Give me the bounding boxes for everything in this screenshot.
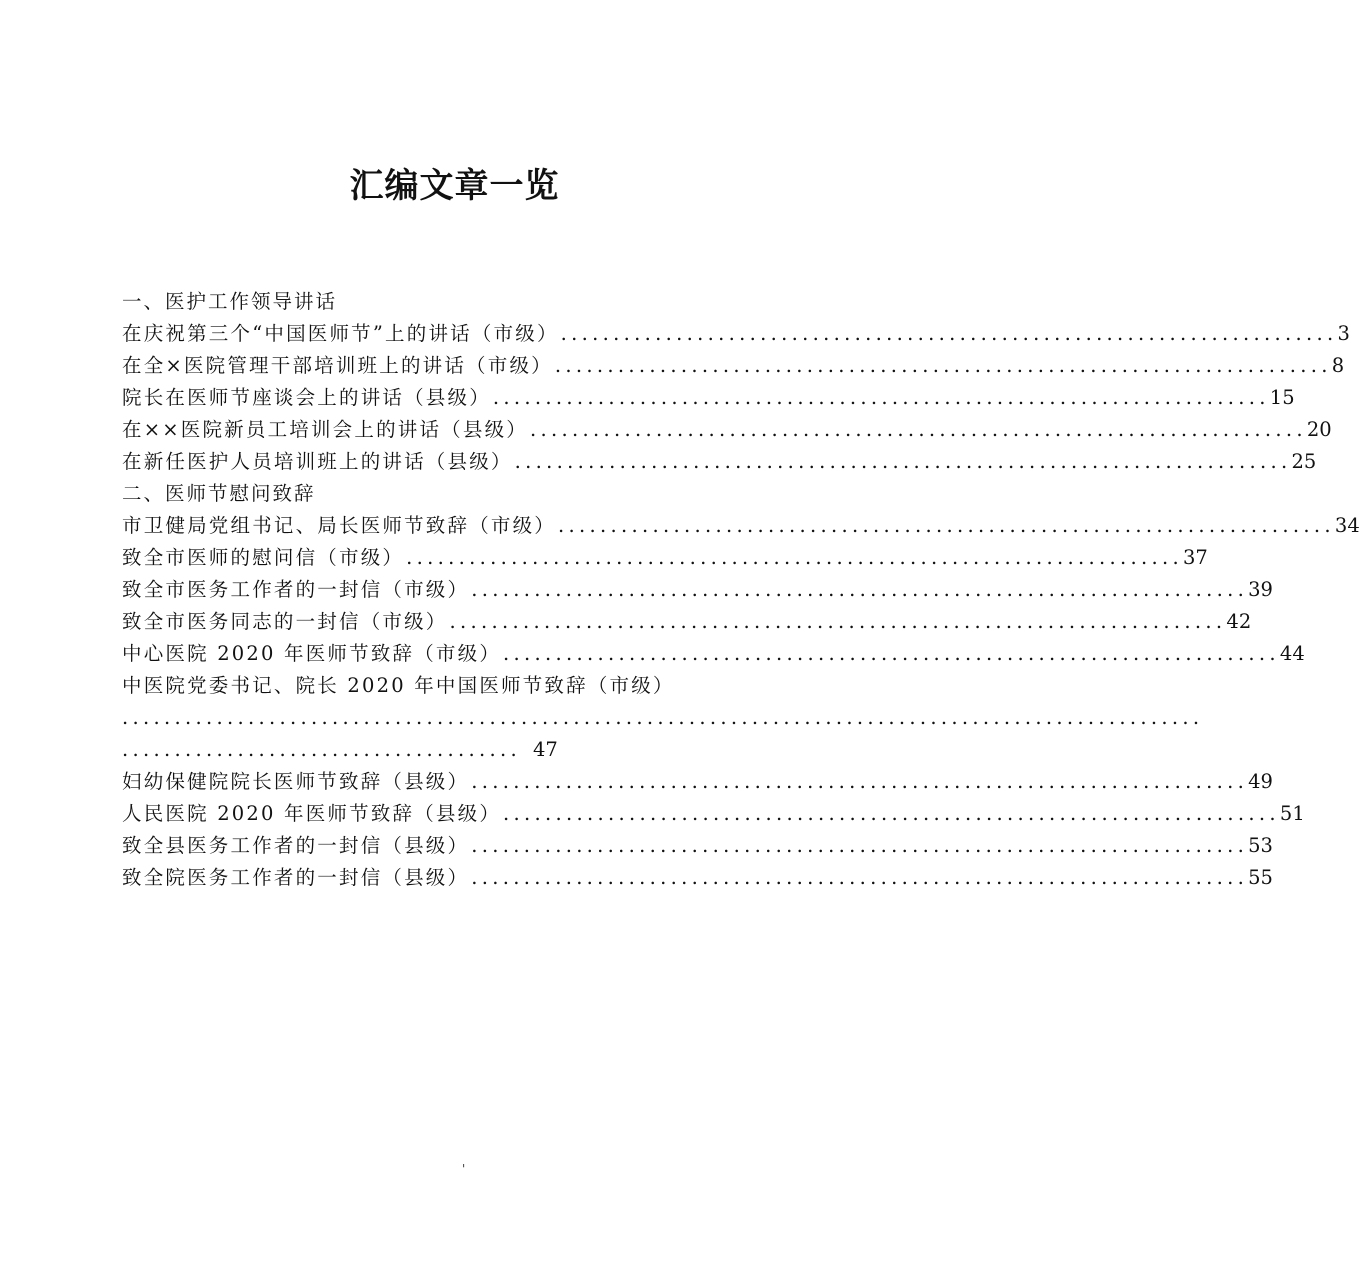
page-title: 汇编文章一览 (349, 166, 560, 206)
toc-entry-page: 42 (1226, 610, 1252, 633)
toc-entry-page: 34 (1334, 514, 1360, 537)
toc-entry-title: 致全市医务同志的一封信（市级） (122, 610, 448, 633)
dot-leader: .......................................................................... (514, 450, 1292, 473)
toc-entry-title: 致全市医师的慰问信（市级） (122, 546, 405, 569)
section-heading-1: 一、医护工作领导讲话 (122, 290, 338, 313)
toc-entry-title: 在××医院新员工培训会上的讲话（县级） (122, 418, 528, 441)
toc-entry (122, 510, 1360, 542)
toc-entry (122, 382, 1295, 414)
toc-entry-page: 15 (1269, 386, 1295, 409)
toc-entry-title: 中心医院 2020 年医师节致辞（市级） (122, 642, 502, 665)
toc-entry (122, 574, 1273, 606)
toc-entry-page: 25 (1291, 450, 1317, 473)
dot-leader: ...................................... (122, 738, 521, 761)
toc-entry (122, 414, 1332, 446)
toc-entry (122, 446, 1317, 478)
toc-entry-page: 3 (1337, 322, 1350, 345)
dot-leader: .......................................................................... (529, 418, 1307, 441)
footer-mark: ' (462, 1162, 466, 1176)
toc-entry-page: 39 (1248, 578, 1273, 601)
toc-entry-title: 市卫健局党组书记、局长医师节致辞（市级） (122, 514, 557, 537)
dot-leader: .......................................................................... (406, 546, 1183, 569)
section-heading-2: 二、医师节慰问致辞 (122, 482, 316, 505)
toc-entry-page: 51 (1279, 802, 1305, 825)
dot-leader: .......................................................................... (503, 802, 1280, 825)
toc-entry-page: 47 (532, 738, 558, 761)
toc-entry-title: 人民医院 2020 年医师节致辞（县级） (122, 802, 502, 825)
dot-leader: .......................................................................... (503, 642, 1280, 665)
toc-entry (122, 350, 1345, 382)
dot-leader: .......................................................................... (558, 514, 1335, 537)
toc-entry (122, 830, 1273, 862)
toc-entry-page: 49 (1248, 770, 1273, 793)
toc-entry-title: 妇幼保健院院长医师节致辞（县级） (122, 770, 470, 793)
toc-entry-page: 55 (1248, 866, 1273, 889)
toc-entry (122, 862, 1273, 894)
toc-entry (122, 638, 1305, 670)
toc-entry-title: 中医院党委书记、院长 2020 年中国医师节致辞（市级） (122, 674, 675, 697)
dot-leader: .......................................................................... (471, 770, 1249, 793)
toc-entry-title: 在全×医院管理干部培训班上的讲话（市级） (122, 354, 553, 377)
dot-leader: .......................................................................... (492, 386, 1270, 409)
toc-entry-title: 院长在医师节座谈会上的讲话（县级） (122, 386, 491, 409)
toc-entry-page: 44 (1279, 642, 1305, 665)
dot-leader: .......................................................................... (554, 354, 1332, 377)
toc-entry (122, 798, 1305, 830)
toc-entry-title: 在庆祝第三个“中国医师节”上的讲话（市级） (122, 322, 559, 345)
toc-entry-title: 致全县医务工作者的一封信（县级） (122, 834, 470, 857)
dot-leader: .......................................................................... (471, 834, 1249, 857)
dot-leader: .......................................................................... (449, 610, 1227, 633)
toc-entry-dots-tail (122, 734, 798, 766)
toc-entry-title: 致全院医务工作者的一封信（县级） (122, 866, 470, 889)
toc-entry (122, 766, 1273, 798)
dot-leader: .......................................................................... (560, 322, 1338, 345)
dot-leader: ....................................................................................................... (122, 706, 1204, 729)
toc-entry (122, 542, 1208, 574)
dot-leader: .......................................................................... (471, 866, 1249, 889)
toc-entry-title: 在新任医护人员培训班上的讲话（县级） (122, 450, 513, 473)
table-of-contents (122, 286, 1360, 894)
toc-entry-page: 20 (1306, 418, 1332, 441)
toc-entry (122, 606, 1252, 638)
toc-entry-page: 8 (1331, 354, 1345, 377)
toc-entry (122, 318, 1350, 350)
toc-entry-title: 致全市医务工作者的一封信（市级） (122, 578, 470, 601)
toc-entry-page: 37 (1183, 546, 1208, 569)
toc-entry-page: 53 (1248, 834, 1273, 857)
dot-leader: .......................................................................... (471, 578, 1249, 601)
